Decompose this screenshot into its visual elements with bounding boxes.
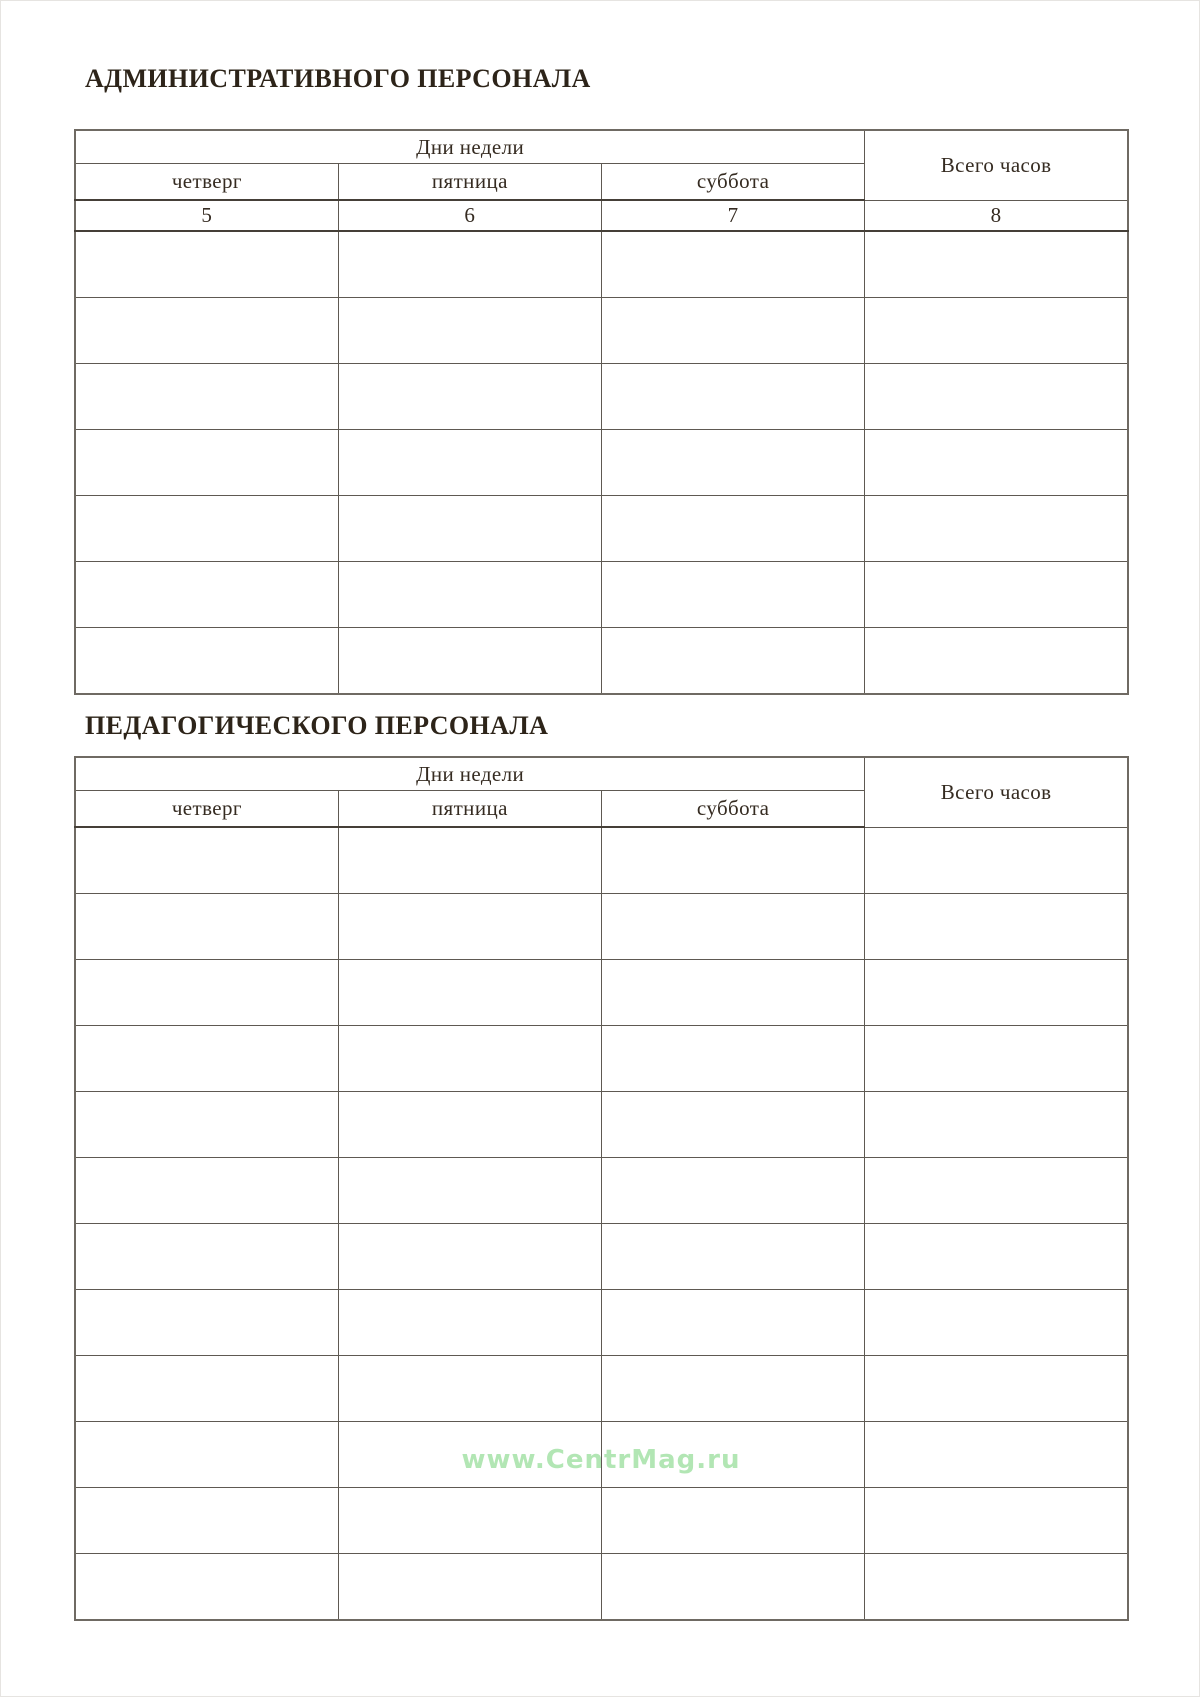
column-number-5: 5 [75, 200, 338, 231]
pedagogical-staff-schedule-table [74, 756, 1129, 1621]
empty-row [75, 562, 1128, 628]
empty-cell [75, 496, 338, 562]
section-title-pedagogical-staff: ПЕДАГОГИЧЕСКОГО ПЕРСОНАЛА [85, 711, 549, 740]
empty-cell [602, 364, 865, 430]
empty-row [75, 894, 1128, 960]
empty-cell [75, 562, 338, 628]
empty-cell [602, 628, 865, 695]
empty-cell [75, 1026, 338, 1092]
empty-cell [865, 1554, 1128, 1621]
empty-cell [338, 1026, 601, 1092]
empty-cell [75, 1290, 338, 1356]
empty-cell [602, 1026, 865, 1092]
empty-cell [602, 298, 865, 364]
empty-cell [865, 1026, 1128, 1092]
administrative-staff-schedule-table [74, 129, 1129, 695]
column-number-8: 8 [865, 200, 1128, 231]
empty-cell [338, 430, 601, 496]
column-number-7: 7 [602, 200, 865, 231]
empty-cell [602, 1290, 865, 1356]
empty-cell [602, 1224, 865, 1290]
empty-cell [865, 827, 1128, 894]
empty-cell [338, 298, 601, 364]
empty-cell [602, 960, 865, 1026]
empty-row [75, 628, 1128, 695]
empty-cell [865, 298, 1128, 364]
empty-cell [865, 430, 1128, 496]
empty-cell [602, 1554, 865, 1621]
empty-cell [602, 1488, 865, 1554]
empty-cell [75, 1092, 338, 1158]
empty-row [75, 1158, 1128, 1224]
empty-cell [75, 1158, 338, 1224]
empty-cell [602, 430, 865, 496]
column-numbers-row [75, 200, 1128, 231]
empty-row [75, 430, 1128, 496]
empty-cell [338, 894, 601, 960]
empty-cell [602, 562, 865, 628]
empty-row [75, 1554, 1128, 1621]
empty-row [75, 960, 1128, 1026]
empty-cell [602, 1158, 865, 1224]
empty-row [75, 364, 1128, 430]
empty-cell [338, 1488, 601, 1554]
centrmag-watermark: www.CentrMag.ru [461, 1445, 741, 1475]
empty-cell [602, 496, 865, 562]
empty-cell [75, 298, 338, 364]
empty-cell [338, 364, 601, 430]
empty-cell [338, 628, 601, 695]
empty-cell [602, 231, 865, 298]
day-header-friday: пятница [338, 164, 601, 201]
empty-row [75, 496, 1128, 562]
empty-cell [865, 628, 1128, 695]
empty-cell [75, 960, 338, 1026]
empty-row [75, 1356, 1128, 1422]
empty-cell [338, 496, 601, 562]
empty-cell [338, 1224, 601, 1290]
empty-cell [338, 1422, 601, 1488]
empty-cell [75, 628, 338, 695]
total-hours-header: Всего часов [865, 757, 1128, 827]
empty-cell [75, 1554, 338, 1621]
empty-cell [338, 1554, 601, 1621]
day-header-saturday: суббота [602, 791, 865, 828]
empty-cell [865, 1488, 1128, 1554]
empty-cell [338, 1356, 601, 1422]
empty-cell [75, 1422, 338, 1488]
days-group-row [75, 130, 1128, 164]
empty-cell [865, 960, 1128, 1026]
empty-cell [865, 562, 1128, 628]
empty-cell [602, 1092, 865, 1158]
day-header-thursday: четверг [75, 791, 338, 828]
empty-cell [75, 430, 338, 496]
empty-cell [338, 1158, 601, 1224]
empty-cell [338, 562, 601, 628]
empty-cell [75, 231, 338, 298]
empty-cell [338, 960, 601, 1026]
empty-cell [865, 1422, 1128, 1488]
empty-cell [602, 894, 865, 960]
pedagogical-table-body [75, 827, 1128, 1620]
total-hours-header: Всего часов [865, 130, 1128, 200]
empty-cell [865, 496, 1128, 562]
column-number-6: 6 [338, 200, 601, 231]
empty-cell [865, 1356, 1128, 1422]
empty-cell [338, 231, 601, 298]
empty-cell [338, 827, 601, 894]
empty-cell [338, 1290, 601, 1356]
empty-row [75, 1422, 1128, 1488]
empty-cell [865, 231, 1128, 298]
empty-cell [865, 1290, 1128, 1356]
empty-row [75, 1488, 1128, 1554]
day-header-friday: пятница [338, 791, 601, 828]
section-title-administrative-staff: АДМИНИСТРАТИВНОГО ПЕРСОНАЛА [85, 64, 591, 93]
empty-cell [75, 364, 338, 430]
empty-cell [75, 894, 338, 960]
empty-cell [865, 894, 1128, 960]
empty-cell [75, 1224, 338, 1290]
empty-row [75, 1026, 1128, 1092]
admin-table-body [75, 231, 1128, 694]
empty-cell [338, 1092, 601, 1158]
days-group-row [75, 757, 1128, 791]
day-header-thursday: четверг [75, 164, 338, 201]
empty-cell [602, 1422, 865, 1488]
empty-row [75, 231, 1128, 298]
empty-cell [865, 1158, 1128, 1224]
days-of-week-group-header: Дни недели [75, 757, 865, 791]
day-header-saturday: суббота [602, 164, 865, 201]
empty-cell [602, 827, 865, 894]
empty-row [75, 1290, 1128, 1356]
empty-row [75, 827, 1128, 894]
empty-cell [865, 1092, 1128, 1158]
empty-cell [75, 1356, 338, 1422]
empty-cell [75, 827, 338, 894]
empty-cell [75, 1488, 338, 1554]
empty-cell [865, 364, 1128, 430]
days-of-week-group-header: Дни недели [75, 130, 865, 164]
empty-row [75, 1092, 1128, 1158]
empty-cell [602, 1356, 865, 1422]
empty-row [75, 298, 1128, 364]
empty-cell [865, 1224, 1128, 1290]
empty-row [75, 1224, 1128, 1290]
